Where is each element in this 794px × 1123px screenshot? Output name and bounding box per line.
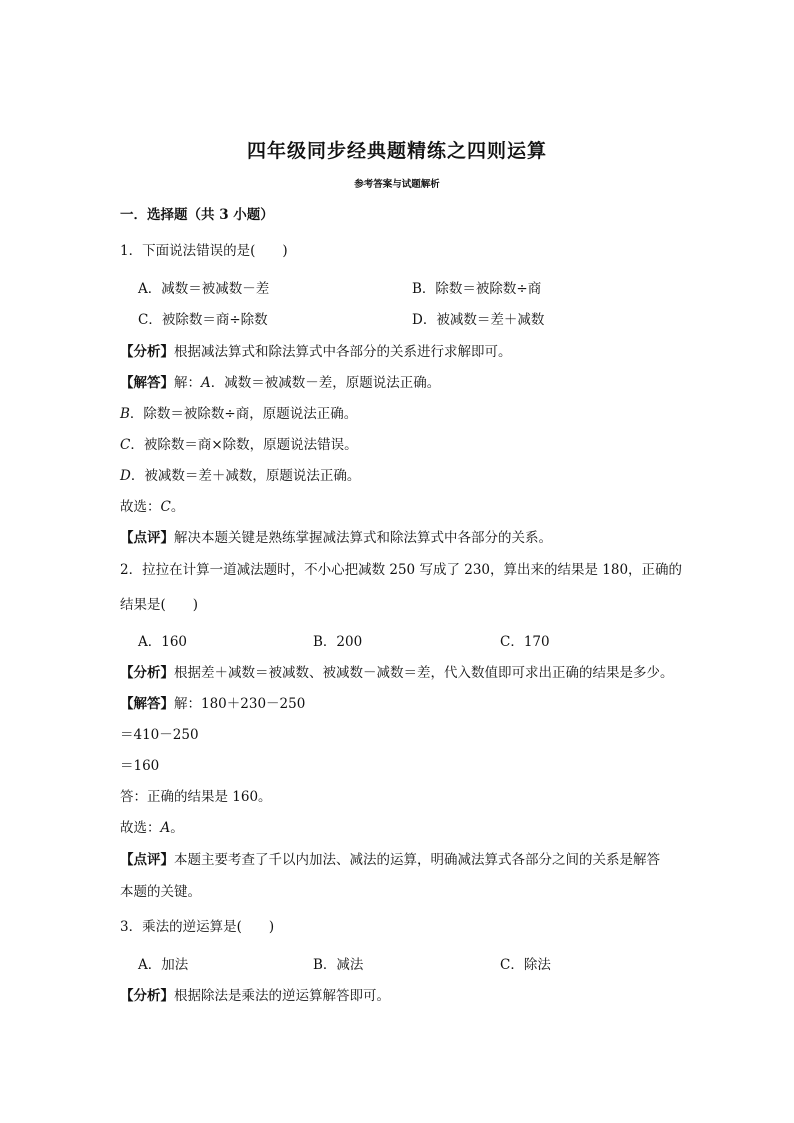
option-letter: D [120, 468, 131, 484]
analysis-tag: 【分析】 [120, 988, 174, 1004]
comment-tag: 【点评】 [120, 852, 174, 868]
q1-analysis [120, 343, 512, 361]
analysis-text: 根据减法算式和除法算式中各部分的关系进行求解即可。 [174, 344, 512, 360]
document-title: 四年级同步经典题精练之四则运算 [246, 140, 547, 162]
q1-solution-b [120, 405, 357, 423]
option-letter: A [201, 375, 211, 391]
q1-option-c: C．被除数＝商÷除数 [138, 312, 268, 328]
q3-option-b: B．减法 [313, 957, 364, 973]
q2-stem-line2: 结果是( ) [120, 597, 199, 613]
q3-stem: 3．乘法的逆运算是( ) [120, 919, 275, 935]
q2-option-a: A．160 [138, 634, 188, 650]
choice-prefix: 故选： [120, 499, 161, 515]
q2-option-c: C．170 [500, 634, 550, 650]
choice-suffix: 。 [170, 820, 184, 836]
solution-text: ．减数＝被减数－差，原题说法正确。 [210, 375, 441, 391]
q2-step2: ＝160 [120, 758, 160, 774]
solution-text: 解：180＋230－250 [174, 696, 306, 712]
choice-suffix: 。 [170, 499, 185, 515]
q3-option-a: A．加法 [138, 957, 189, 973]
q2-comment-line2: 本题的关键。 [120, 884, 201, 900]
q1-option-d: D．被减数＝差＋减数 [412, 312, 545, 328]
solution-tag: 【解答】 [120, 375, 174, 391]
q1-choice [120, 498, 184, 516]
solution-text: ．被减数＝差＋减数，原题说法正确。 [130, 468, 361, 484]
solution-tag: 【解答】 [120, 696, 174, 712]
q2-answer: 答：正确的结果是 160。 [120, 789, 272, 805]
q2-analysis [120, 664, 674, 682]
q1-option-a: A．减数＝被减数－差 [138, 281, 270, 297]
solution-text: ．除数＝被除数÷商，原题说法正确。 [129, 406, 358, 422]
document-subtitle: 参考答案与试题解析 [354, 179, 440, 190]
q1-option-b: B．除数＝被除数÷商 [412, 281, 542, 297]
q2-comment [120, 851, 660, 869]
q2-step1: ＝410－250 [120, 727, 199, 743]
choice-prefix: 故选： [120, 820, 161, 836]
analysis-text: 根据除法是乘法的逆运算解答即可。 [174, 988, 390, 1004]
analysis-text: 根据差＋减数＝被减数、被减数－减数＝差，代入数值即可求出正确的结果是多少。 [174, 665, 674, 681]
q2-solution [120, 695, 305, 713]
q1-comment [120, 529, 552, 547]
comment-text: 解决本题关键是熟练掌握减法算式和除法算式中各部分的关系。 [174, 530, 552, 546]
solution-text: ．被除数＝商×除数，原题说法错误。 [130, 437, 358, 453]
q3-option-c: C．除法 [500, 957, 551, 973]
q2-option-b: B．200 [313, 634, 363, 650]
q1-stem: 1．下面说法错误的是( ) [120, 243, 288, 259]
q1-solution-c [120, 436, 358, 454]
option-letter: C [120, 437, 131, 453]
analysis-tag: 【分析】 [120, 665, 174, 681]
comment-text: 本题主要考查了千以内加法、减法的运算，明确减法算式各部分之间的关系是解答 [174, 852, 660, 868]
q1-solution-d [120, 467, 360, 485]
option-letter: B [120, 406, 130, 422]
q3-analysis [120, 987, 390, 1005]
q2-choice [120, 819, 184, 837]
analysis-tag: 【分析】 [120, 344, 174, 360]
choice-letter: C [160, 499, 171, 515]
q2-stem-line1: 2．拉拉在计算一道减法题时，不小心把减数 250 写成了 230，算出来的结果是 180，正确的 [120, 562, 683, 578]
comment-tag: 【点评】 [120, 530, 174, 546]
choice-letter: A [160, 820, 171, 836]
solution-prefix: 解： [174, 375, 201, 391]
q1-solution [120, 374, 440, 392]
section-heading: 一．选择题（共 3 小题） [120, 207, 274, 223]
